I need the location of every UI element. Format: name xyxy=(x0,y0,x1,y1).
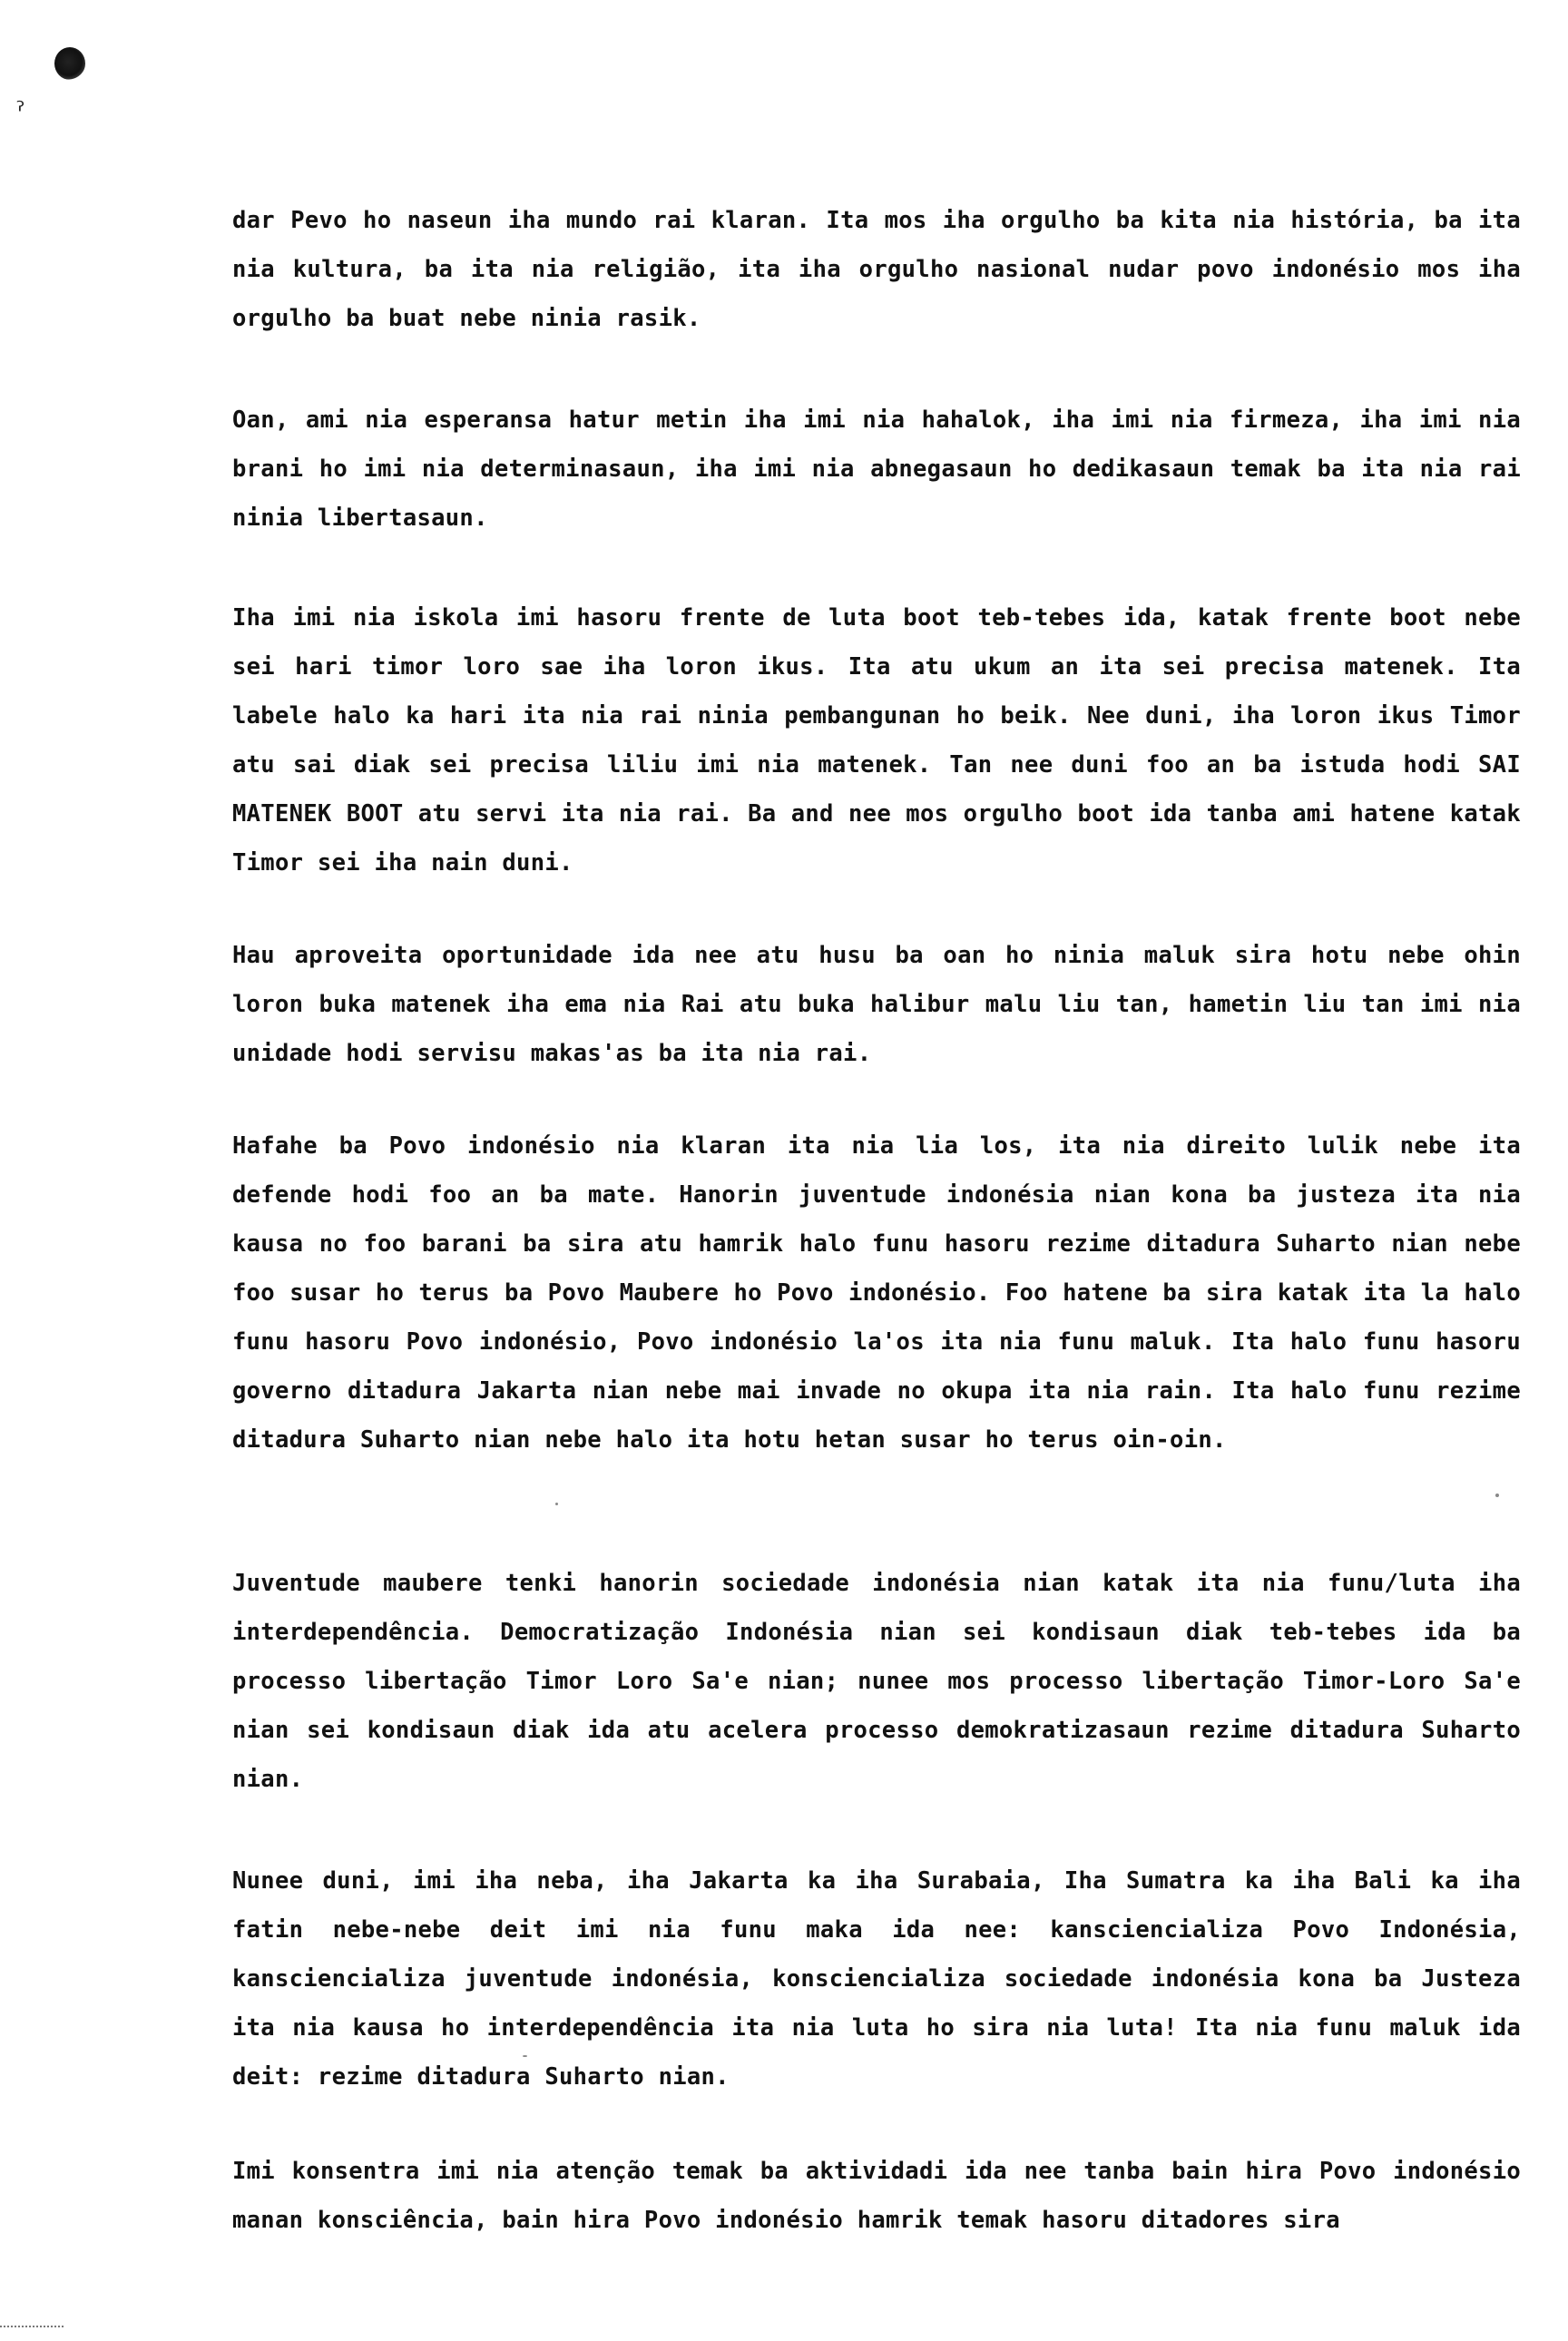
paragraph-3: Iha imi nia iskola imi hasoru frente de luta boot teb-tebes ida, katak frente boot nebe sei hari timor loro sae iha loron ikus. Ita atu ukum an ita sei precisa matenek. Ita labele halo ka hari ita nia rai ninia pembangunan ho beik. Nee duni, iha loron ikus Timor atu sai diak sei precisa liliu imi nia matenek. Tan nee duni foo an ba istuda hodi SAI MATENEK BOOT atu servi ita nia rai. Ba and nee mos orgulho boot ida tanba ami hatene katak Timor sei iha nain duni. xyxy=(232,603,1521,877)
scan-artifact xyxy=(0,2326,64,2330)
ink-blot xyxy=(54,47,85,80)
paragraph-7: Nunee duni, imi iha neba, iha Jakarta ka iha Surabaia, Iha Sumatra ka iha Bali ka iha fatin nebe-nebe deit imi nia funu maka ida nee: kansciencializa Povo Indonésia, kansciencializa juventude indonésia, konsciencializa sociedade indonésia kona ba Justeza ita nia kausa ho interdependência ita nia luta ho sira nia luta! Ita nia funu maluk ida deit: rezime ditadura Suharto nian. xyxy=(232,1866,1521,2091)
paragraph-4: Hau aproveita oportunidade ida nee atu husu ba oan ho ninia maluk sira hotu nebe ohin loron buka matenek iha ema nia Rai atu buka halibur malu liu tan, hametin liu tan imi nia unidade hodi servisu makas'as ba ita nia rai. xyxy=(232,941,1521,1067)
scan-speck xyxy=(555,1503,558,1505)
scan-speck xyxy=(523,2055,527,2057)
paragraph-1: dar Pevo ho naseun iha mundo rai klaran. Ita mos iha orgulho ba kita nia história, ba ita nia kultura, ba ita nia religião, ita iha orgulho nasional nudar povo indonésio mos iha orgulho ba buat nebe ninia rasik. xyxy=(232,206,1521,332)
paragraph-2: Oan, ami nia esperansa hatur metin iha imi nia hahalok, iha imi nia firmeza, iha imi nia brani ho imi nia determinasaun, iha imi nia abnegasaun ho dedikasaun temak ba ita nia rai ninia libertasaun. xyxy=(232,406,1521,532)
paragraph-8: Imi konsentra imi nia atenção temak ba aktividadi ida nee tanba bain hira Povo indonésio manan konsciência, bain hira Povo indonésio hamrik temak hasoru ditadores sira xyxy=(232,2157,1521,2234)
paragraph-6: Juventude maubere tenki hanorin sociedade indonésia nian katak ita nia funu/luta iha interdependência. Democratização Indonésia nian sei kondisaun diak teb-tebes ida ba processo libertação Timor Loro Sa'e nian; nunee mos processo libertação Timor-Loro Sa'e nian sei kondisaun diak ida atu acelera processo demokratizasaun rezime ditadura Suharto nian. xyxy=(232,1569,1521,1793)
margin-mark: ˀ xyxy=(13,99,28,129)
scan-speck xyxy=(1495,1494,1499,1497)
paragraph-5: Hafahe ba Povo indonésio nia klaran ita nia lia los, ita nia direito lulik nebe ita defende hodi foo an ba mate. Hanorin juventude indonésia nian kona ba justeza ita nia kausa no foo barani ba sira atu hamrik halo funu hasoru rezime ditadura Suharto nian nebe foo susar ho terus ba Povo Maubere ho Povo indonésio. Foo hatene ba sira katak ita la halo funu hasoru Povo indonésio, Povo indonésio la'os ita nia funu maluk. Ita halo funu hasoru governo ditadura Jakarta nian nebe mai invade no okupa ita nia rain. Ita halo funu rezime ditadura Suharto nian nebe halo ita hotu hetan susar ho terus oin-oin. xyxy=(232,1131,1521,1454)
